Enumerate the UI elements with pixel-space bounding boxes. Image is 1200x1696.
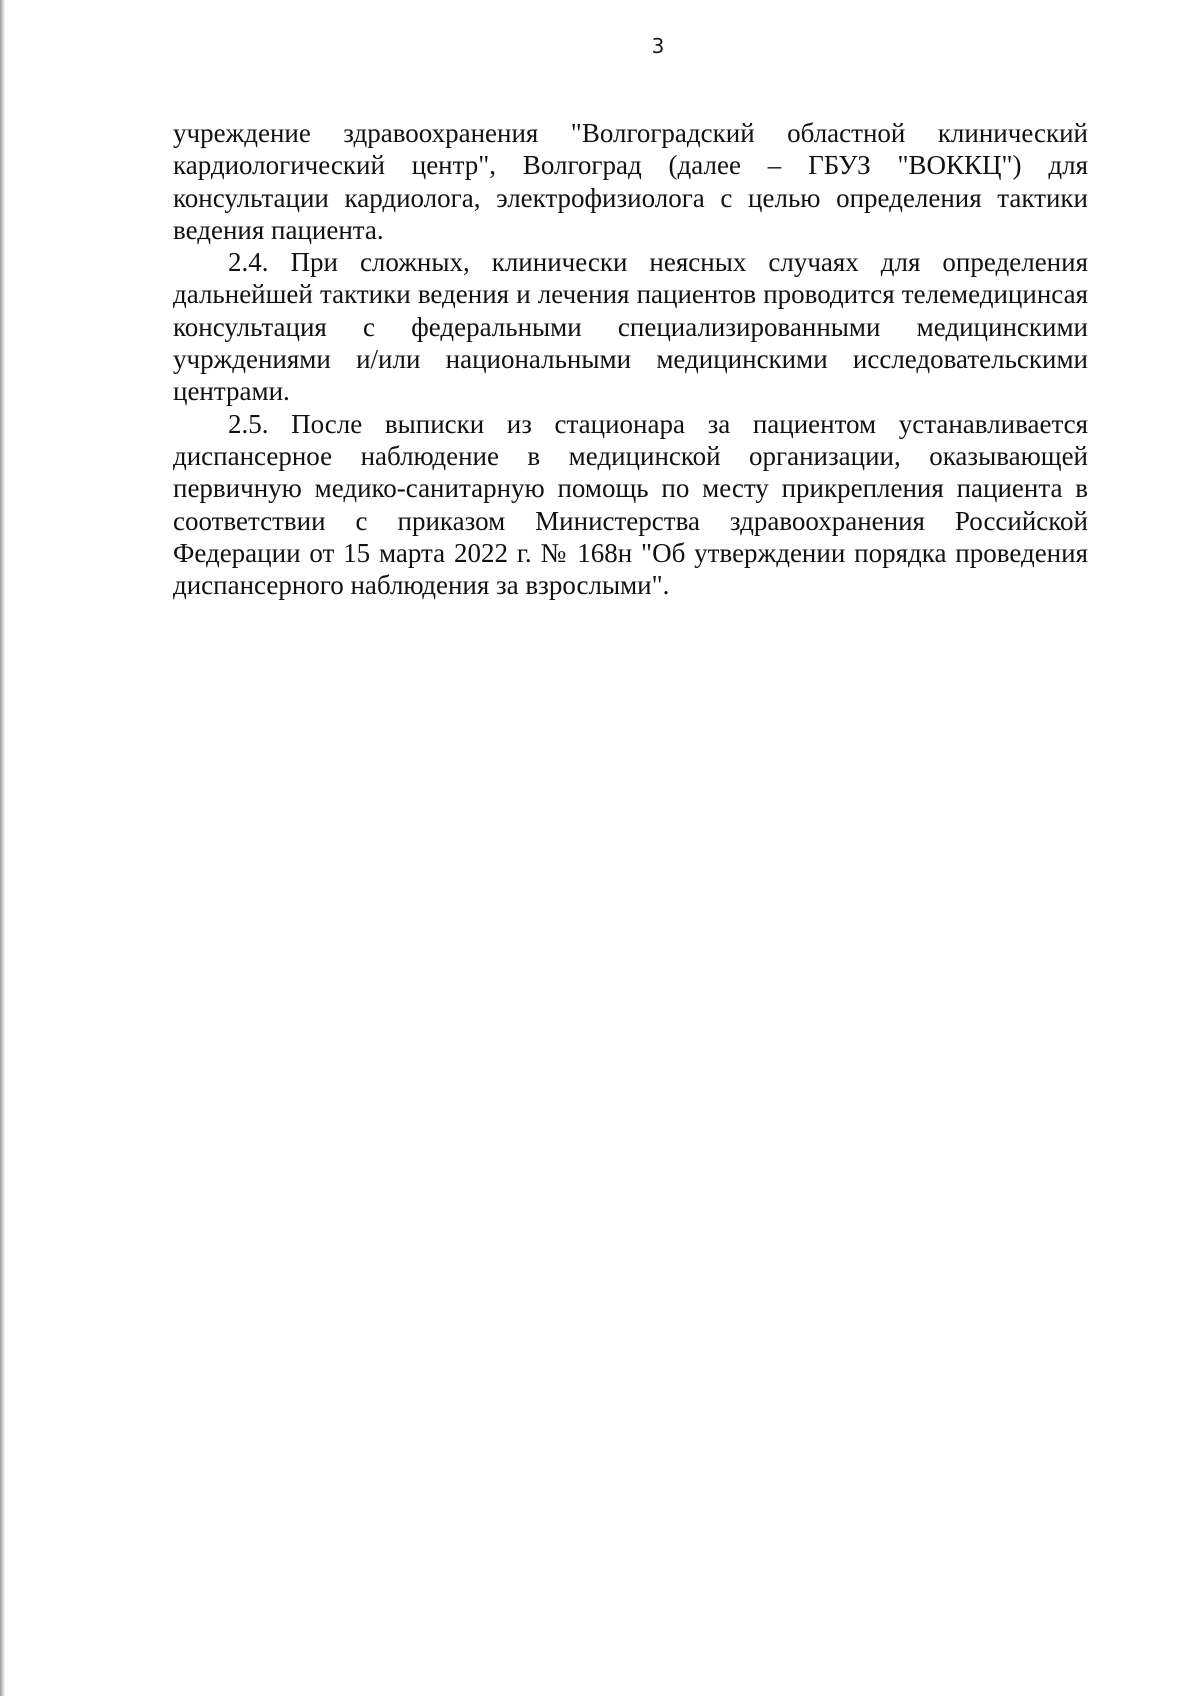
document-body	[173, 117, 1088, 601]
paragraph-2-4: 2.4. При сложных, клинически неясных случаях для определения дальнейшей тактики ведения и лечения пациентов проводится телемедицинсая консультация с федеральными специализированными медицинскими учрждениями и/или национальными медицинскими исследовательскими центрами.	[173, 247, 1088, 407]
page-number: 3	[651, 34, 665, 58]
paragraph-2-5: 2.5. После выписки из стационара за пациентом устанавливается диспансерное наблюдение в медицинской организации, оказывающей первичную медико-санитарную помощь по месту прикрепления пациента в соответствии с приказом Министерства здравоохранения Российской Федерации от 15 марта 2022 г. № 168н "Об утверждении порядка проведения диспансерного наблюдения за взрослыми".	[173, 408, 1088, 601]
paragraph-continuation: учреждение здравоохранения "Волгоградский областной клинический кардиологический центр", Волгоград (далее – ГБУЗ "ВОККЦ") для консультации кардиолога, электрофизиолога с целью определения тактики ведения пациента.	[173, 118, 1088, 245]
